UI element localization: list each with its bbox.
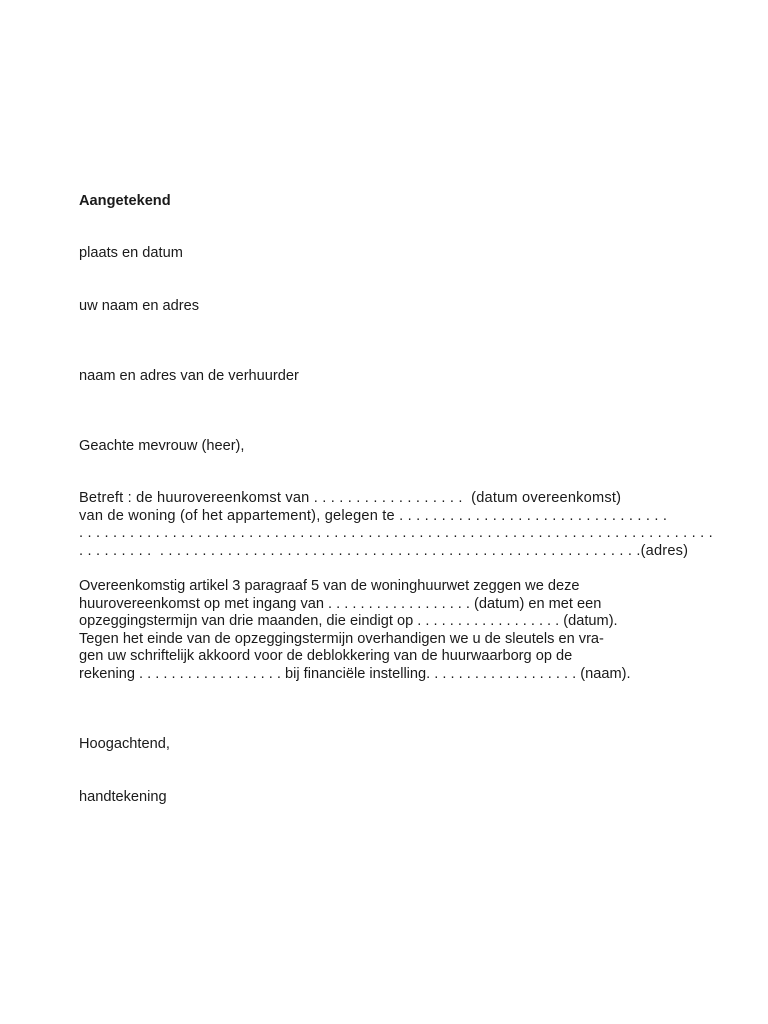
registered-mail-heading: Aangetekend — [79, 193, 171, 209]
subject-block — [79, 490, 713, 560]
salutation: Geachte mevrouw (heer), — [79, 438, 245, 454]
closing: Hoogachtend, — [79, 736, 170, 752]
subject-line: . . . . . . . . . . . . . . . . . . . . . . . . . . . . . . . . . . . . . . . . . . . . . . . . . . . . . . . . . . . . . . . . . . . . . . . . . . . — [79, 525, 713, 541]
subject-line: . . . . . . . . . . . . . . . . . . . . . . . . . . . . . . . . . . . . . . . . . . . . . . . . . . . . . . . . . . . . . . . . . .(adres) — [79, 542, 689, 559]
subject-line: Betreft : de huurovereenkomst van . . . . . . . . . . . . . . . . . . (datum overeenkomst) — [79, 490, 622, 506]
body-line: Tegen het einde van de opzeggingstermijn overhandigen we u de sleutels en vra- — [79, 630, 604, 647]
body-line: gen uw schriftelijk akkoord voor de deblokkering van de huurwaarborg op de — [79, 648, 573, 664]
sender-name-address: uw naam en adres — [79, 298, 200, 314]
body-line: opzeggingstermijn van drie maanden, die eindigt op . . . . . . . . . . . . . . . . . . (datum). — [79, 613, 618, 629]
body-line: Overeenkomstig artikel 3 paragraaf 5 van de woninghuurwet zeggen we deze — [79, 578, 580, 594]
recipient-name-address: naam en adres van de verhuurder — [79, 368, 299, 384]
place-and-date: plaats en datum — [79, 245, 183, 261]
subject-line: van de woning (of het appartement), gelegen te . . . . . . . . . . . . . . . . . . . . . . . . . . . . . . . . — [79, 507, 668, 524]
signature-placeholder: handtekening — [79, 789, 167, 805]
body-line: rekening . . . . . . . . . . . . . . . . . . bij financiële instelling. . . . . . . . . . . . . . . . . . . (naam). — [79, 665, 631, 682]
body-paragraph — [79, 578, 679, 683]
body-line: huurovereenkomst op met ingang van . . . . . . . . . . . . . . . . . . (datum) en met een — [79, 595, 602, 612]
